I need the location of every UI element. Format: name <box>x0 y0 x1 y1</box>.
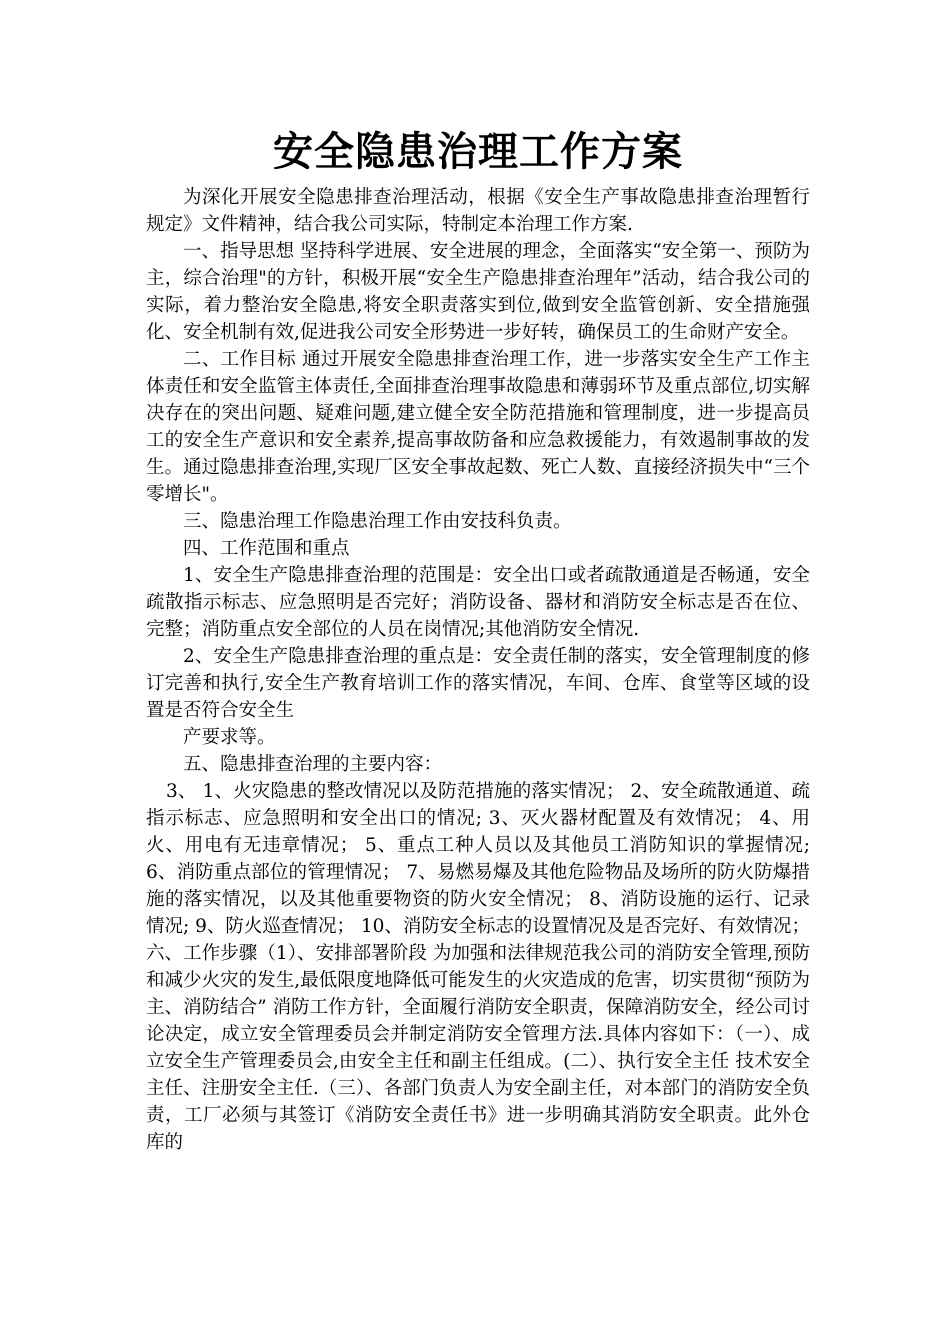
scope-item-2-continued: 产要求等。 <box>183 727 276 748</box>
document-page <box>146 126 810 1156</box>
main-content-heading: 五、隐患排查治理的主要内容： <box>183 754 443 775</box>
scope-item-1: 1、安全生产隐患排查治理的范围是：安全出口或者疏散通道是否畅通，安全疏散指示标志、应急照明是否完好；消防设备、器材和消防安全标志是否在位、完整；消防重点安全部位的人员在岗情况;其他消防安全情况. <box>146 565 810 640</box>
document-title: 安全隐患治理工作方案 <box>273 129 683 175</box>
intro-paragraph: 为深化开展安全隐患排查治理活动，根据《安全生产事故隐患排查治理暂行规定》文件精神，结合我公司实际，特制定本治理工作方案. <box>146 187 810 235</box>
guiding-ideology-paragraph: 一、指导思想 坚持科学进展、安全进展的理念，全面落实“安全第一、预防为主，综合治理"的方针，积极开展“安全生产隐患排查治理年”活动，结合我公司的实际，着力整治安全隐患,将安全职责落实到位,做到安全监管创新、安全措施强化、安全机制有效,促进我公司安全形势进一步好转，确保员工的生命财产安全。 <box>146 241 810 343</box>
main-content-body: 3、 1、火灾隐患的整改情况以及防范措施的落实情况； 2、安全疏散通道、疏指示标志、应急照明和安全出口的情况; 3、灭火器材配置及有效情况； 4、用火、用电有无违章情况； 5、重点工种人员以及其他员工消防知识的掌握情况; 6、消防重点部位的管理情况； 7、易燃易爆及其他危险物品及场所的防火防爆措施的落实情况，以及其他重要物资的防火安全情况； 8、消防设施的运行、记录情况; 9、防火巡查情况； 10、消防安全标志的设置情况及是否完好、有效情况； 六、工作步骤（1）、安排部署阶段 为加强和法律规范我公司的消防安全管理,预防和减少火灾的发生,最低限度地降低可能发生的火灾造成的危害，切实贯彻“预防为主、消防结合” 消防工作方针，全面履行消防安全职责，保障消防安全，经公司讨论决定，成立安全管理委员会并制定消防安全管理方法.具体内容如下：（一）、成立安全生产管理委员会,由安全主任和副主任组成。(二）、执行安全主任 技术安全主任、注册安全主任.（三）、各部门负责人为安全副主任，对本部门的消防安全负责，工厂必须与其签订《消防安全责任书》进一步明确其消防安全职责。此外仓库的 <box>146 781 810 1153</box>
scope-item-2: 2、安全生产隐患排查治理的重点是：安全责任制的落实，安全管理制度的修订完善和执行,安全生产教育培训工作的落实情况，车间、仓库、食堂等区域的设置是否符合安全生 <box>146 646 810 721</box>
work-goal-paragraph: 二、工作目标 通过开展安全隐患排查治理工作，进一步落实安全生产工作主体责任和安全监管主体责任,全面排查治理事故隐患和薄弱环节及重点部位,切实解决存在的突出问题、疑难问题,建立健全安全防范措施和管理制度，进一步提高员工的安全生产意识和安全素养,提高事故防备和应急救援能力，有效遏制事故的发生。通过隐患排查治理,实现厂区安全事故起数、死亡人数、直接经济损失中“三个零增长"。 <box>146 349 810 505</box>
scope-heading: 四、工作范围和重点 <box>183 538 350 559</box>
responsibility-paragraph: 三、隐患治理工作隐患治理工作由安技科负责。 <box>183 511 572 532</box>
